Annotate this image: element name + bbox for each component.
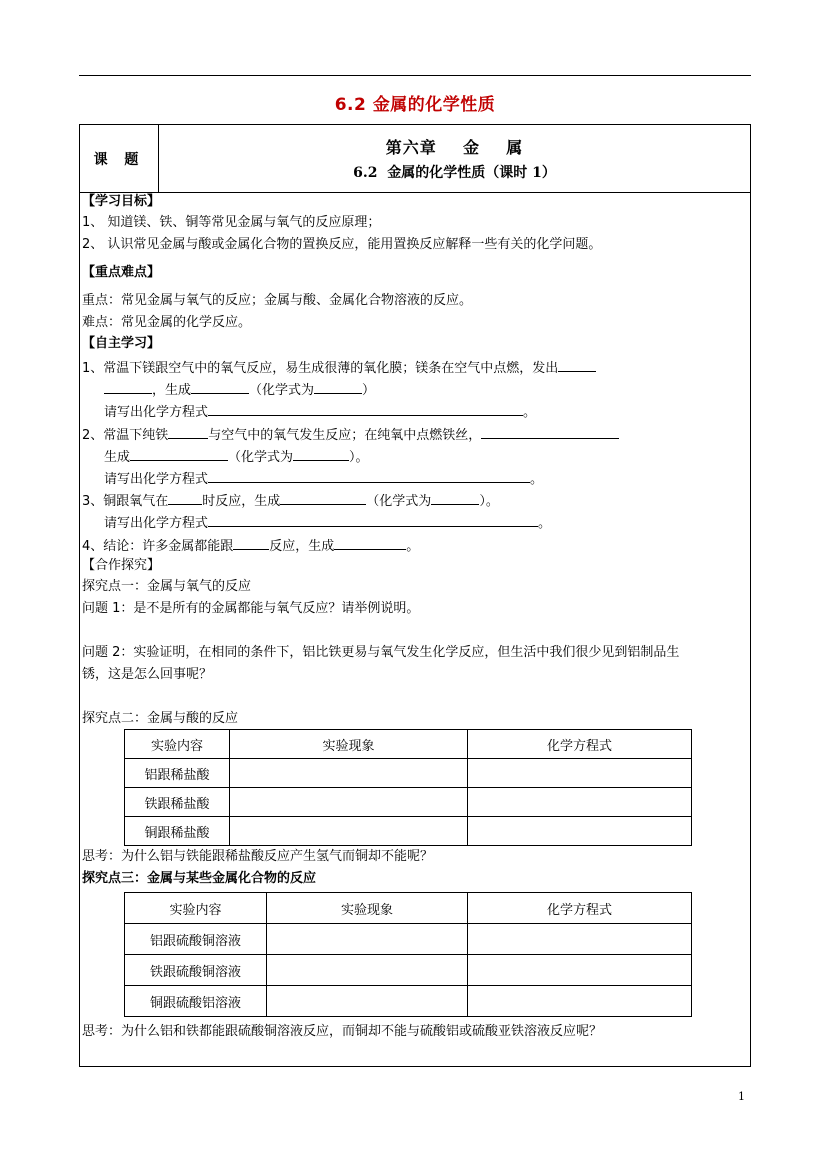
key-point: 重点：常见金属与氧气的反应；金属与酸、金属化合物溶液的反应。: [82, 293, 473, 308]
blank[interactable]: [293, 447, 349, 461]
question-2: 问题 2：实验证明，在相同的条件下，铝比铁更易与氧气发生化学反应，但生活中我们很少见到铝制品生: [82, 645, 680, 660]
self-study-q3-eq: [104, 513, 551, 533]
salt-reaction-table: [124, 892, 692, 1017]
inquiry-point-1: 探究点一：金属与氧气的反应: [82, 579, 252, 594]
answer-cell[interactable]: [267, 955, 468, 986]
table-row-label: 铝跟硫酸铜溶液: [125, 924, 267, 955]
lesson-subtitle: 6.2 金属的化学性质（课时 1）: [353, 165, 556, 181]
goal-item: 1、 知道镁、铁、铜等常见金属与氧气的反应原理；: [82, 215, 381, 230]
q1-text: ，生成: [152, 383, 192, 398]
blank[interactable]: [130, 447, 228, 461]
q4-text: 4、结论：许多金属都能跟: [82, 539, 234, 554]
question-2-cont: 锈，这是怎么回事呢？: [82, 667, 213, 682]
self-study-q3: [82, 491, 499, 511]
blank[interactable]: [208, 402, 523, 416]
blank[interactable]: [208, 469, 530, 483]
answer-cell[interactable]: [468, 817, 692, 846]
q1-text: 1、常温下镁跟空气中的氧气反应，易生成很薄的氧化膜；镁条在空气中点燃，发出: [82, 361, 559, 376]
q1-text: ）: [362, 383, 376, 398]
blank[interactable]: [168, 491, 202, 505]
answer-cell[interactable]: [267, 986, 468, 1017]
blank[interactable]: [280, 491, 366, 505]
answer-cell[interactable]: [230, 759, 468, 788]
answer-cell[interactable]: [468, 788, 692, 817]
blank[interactable]: [168, 425, 208, 439]
table-row-label: 铝跟稀盐酸: [125, 759, 230, 788]
table-row-label: 铜跟硫酸铝溶液: [125, 986, 267, 1017]
chapter-title: 第六章 金 属: [385, 138, 524, 157]
answer-cell[interactable]: [468, 955, 692, 986]
goals-heading: 【学习目标】: [82, 194, 161, 209]
self-study-q1-cont: [104, 380, 375, 400]
answer-cell[interactable]: [468, 759, 692, 788]
blank[interactable]: [314, 380, 362, 394]
lesson-label: 课 题: [80, 125, 159, 192]
self-study-q1-eq: [104, 402, 536, 422]
worksheet-frame: [79, 124, 751, 1067]
self-study-q1: [82, 358, 596, 378]
table-header: 实验内容: [125, 730, 230, 759]
blank[interactable]: [208, 513, 538, 527]
goal-item: 2、 认识常见金属与酸或金属化合物的置换反应，能用置换反应解释一些有关的化学问题。: [82, 237, 602, 252]
q3-text: 3、铜跟氧气在: [82, 494, 169, 509]
table-header: 实验现象: [267, 893, 468, 924]
q2-text: ）。: [349, 450, 369, 465]
table-header: 化学方程式: [468, 893, 692, 924]
blank[interactable]: [233, 536, 269, 550]
table-header: 实验内容: [125, 893, 267, 924]
document-title: 6.2 金属的化学性质: [334, 95, 496, 115]
self-study-heading: 【自主学习】: [82, 336, 161, 351]
blank[interactable]: [334, 536, 406, 550]
blank[interactable]: [191, 380, 249, 394]
period: 。: [538, 516, 552, 531]
period: 。: [530, 472, 544, 487]
think-2: 思考：为什么铝和铁都能跟硫酸铜溶液反应，而铜却不能与硫酸铝或硫酸亚铁溶液反应呢？: [82, 1024, 603, 1039]
table-header: 实验现象: [230, 730, 468, 759]
coop-heading: 【合作探究】: [82, 558, 161, 573]
q2-text: （化学式为: [228, 450, 294, 465]
q2-text: 2、常温下纯铁: [82, 428, 169, 443]
q3-text: （化学式为: [366, 494, 432, 509]
answer-cell[interactable]: [230, 817, 468, 846]
q2-text: 与空气中的氧气发生反应；在纯氧中点燃铁丝，: [208, 428, 482, 443]
answer-cell[interactable]: [468, 924, 692, 955]
top-rule: [79, 75, 751, 76]
acid-reaction-table: [124, 729, 692, 846]
equation-prompt: 请写出化学方程式: [104, 516, 209, 531]
table-header: 化学方程式: [468, 730, 692, 759]
self-study-q4: [82, 536, 419, 556]
equation-prompt: 请写出化学方程式: [104, 405, 209, 420]
q3-text: 时反应，生成: [202, 494, 281, 509]
self-study-q2-cont: [104, 447, 369, 467]
q1-text: （化学式为: [249, 383, 315, 398]
self-study-q2: [82, 425, 619, 445]
table-row-label: 铁跟硫酸铜溶液: [125, 955, 267, 986]
answer-cell[interactable]: [468, 986, 692, 1017]
table-row-label: 铜跟稀盐酸: [125, 817, 230, 846]
inquiry-point-2: 探究点二：金属与酸的反应: [82, 711, 239, 726]
answer-cell[interactable]: [267, 924, 468, 955]
lesson-header-row: [80, 125, 750, 193]
inquiry-point-3: 探究点三：金属与某些金属化合物的反应: [82, 871, 317, 886]
q4-text: 反应，生成: [269, 539, 335, 554]
q4-text: 。: [406, 539, 420, 554]
equation-prompt: 请写出化学方程式: [104, 472, 209, 487]
keypoints-heading: 【重点难点】: [82, 265, 161, 280]
page-number: 1: [738, 1090, 745, 1103]
blank[interactable]: [431, 491, 479, 505]
period: 。: [523, 405, 537, 420]
question-1: 问题 1：是不是所有的金属都能与氧气反应？请举例说明。: [82, 601, 420, 616]
self-study-q2-eq: [104, 469, 543, 489]
answer-cell[interactable]: [230, 788, 468, 817]
blank[interactable]: [104, 380, 152, 394]
blank[interactable]: [558, 358, 596, 372]
q2-text: 生成: [104, 450, 131, 465]
lesson-topic: [159, 125, 750, 192]
difficult-point: 难点：常见金属的化学反应。: [82, 315, 252, 330]
think-1: 思考：为什么铝与铁能跟稀盐酸反应产生氢气而铜却不能呢？: [82, 849, 434, 864]
table-row-label: 铁跟稀盐酸: [125, 788, 230, 817]
q3-text: ）。: [479, 494, 499, 509]
blank[interactable]: [481, 425, 619, 439]
